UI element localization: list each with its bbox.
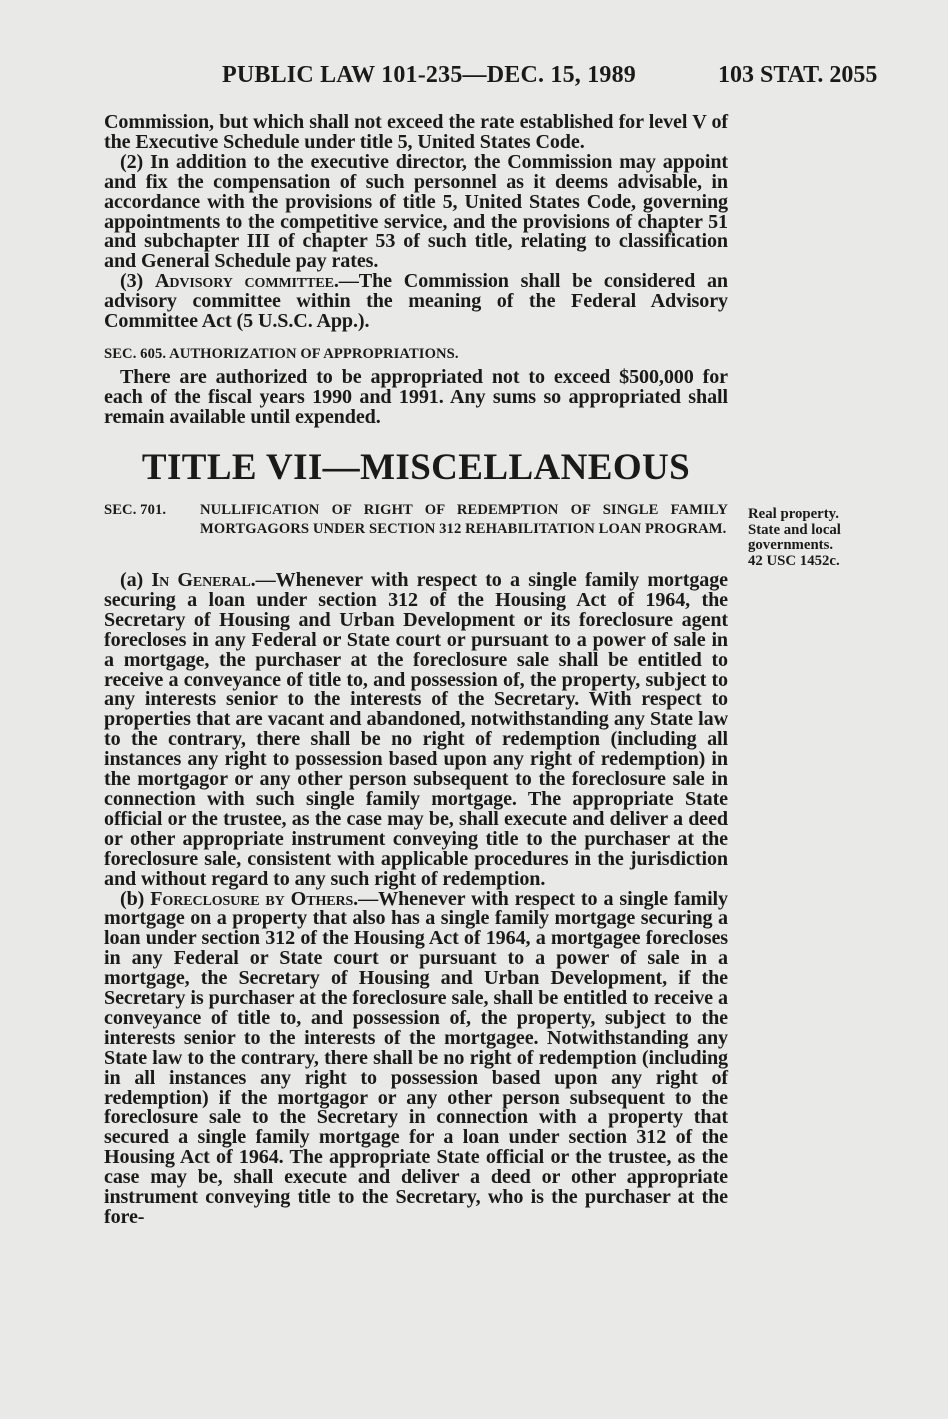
subsection-b [104,887,728,1228]
subsection-a [104,571,728,890]
margin-note-line: 42 USC 1452c. [748,552,840,569]
section-701-heading [104,501,728,539]
para-text: —Whenever with respect to a single family mortgage securing a loan under section 312 of the Housing Act of 1964, the Secretary of Housing and Urban Development or its foreclosure agent forecloses in any Federal or State court or pursuant to a power of sale in a mortgage, the purchaser at the foreclosure sale shall be entitled to receive a conveyance of title to, and possession of, the property, subject to any interests senior to the interests of the Secretary. With respect to properties that are vacant and abandoned, notwithstanding any State law to the contrary, there shall be no right of redemption (including all instances any right to possession based upon any right of redemption) in the mortgagor or any other person subsequent to the foreclosure sale in connection with such single family mortgage. The appropriate State official or the trustee, as the case may be, shall execute and deliver a deed or other appropriate instrument conveying title to the purchaser at the foreclosure sale, consistent with applicable procedures in the jurisdiction and without regard to any such right of redemption. [104,569,728,890]
section-number: SEC. 701. [104,502,167,518]
section-605 [104,345,728,428]
para-heading: Advisory committee. [154,270,339,293]
para-text: —The Commission shall be considered an advisory committee within the meaning of the Federal Advisory Committee Act (5 U.S.C. App.). [104,270,728,333]
margin-note-line: State and local governments. [748,521,841,553]
section-heading: SEC. 605. AUTHORIZATION OF APPROPRIATIONS. [104,346,459,362]
para-lead: (3) [120,270,155,293]
paragraph-2: (2) In addition to the executive director, the Commission may appoint and fix the compensation of such personnel as it deems advisable, in accordance with the provisions of title 5, United States Code, governing appointments to the competitive service, and the provisions of chapter 51 and subchapter III of chapter 53 of such title, relating to classification and General Schedule pay rates. [104,150,728,273]
para-heading: In General. [151,569,256,591]
continued-section-text [104,113,728,332]
para-lead: (b) [120,887,151,910]
section-heading: NULLIFICATION OF RIGHT OF REDEMPTION OF SINGLE FAMILY MORTGAGORS UNDER SECTION 312 REHABILITATION LOAN PROGRAM. [200,502,728,537]
paragraph-3-advisory [104,272,728,332]
para-lead: (a) [120,569,152,591]
section-605-text: There are authorized to be appropriated not to exceed $500,000 for each of the fiscal years 1990 and 1991. Any sums so appropriated shall remain available until expended. [104,366,728,428]
title-heading: TITLE VII—MISCELLANEOUS [141,447,691,488]
para-heading: Foreclosure by Others. [150,887,359,910]
section-701-body [104,571,728,1228]
running-head-citation: PUBLIC LAW 101-235—DEC. 15, 1989 [222,62,636,88]
margin-note [748,507,888,569]
running-head-stat-page: 103 STAT. 2055 [718,62,878,88]
margin-note-line: Real property. [748,506,839,522]
paragraph-continued: Commission, but which shall not exceed the rate established for level V of the Executive Schedule under title 5, United States Code. [104,111,728,153]
para-text: —Whenever with respect to a single family mortgage on a property that also has a single family mortgage securing a loan under section 312 of the Housing Act of 1964, a mortgagee forecloses in any Federal or State court or pursuant to a power of sale in a mortgage, the Secretary of Housing and Urban Development, if the Secretary is purchaser at the foreclosure sale, shall be entitled to receive a conveyance of title to, and possession of, the property, subject to the interests senior to the interests of the mortgagee. Notwithstanding any State law to the contrary, there shall be no right of redemption (including in all instances any right to possession based upon any right of redemption) if the mortgagor or any other person subsequent to the foreclosure sale to the Secretary in connection with a property that secured a single family mortgage for a loan under section 312 of the Housing Act of 1964. The appropriate State official or the trustee, as the case may be, shall execute and deliver a deed or other appropriate instrument conveying title to the Secretary, who is the purchaser at the fore- [104,887,728,1228]
